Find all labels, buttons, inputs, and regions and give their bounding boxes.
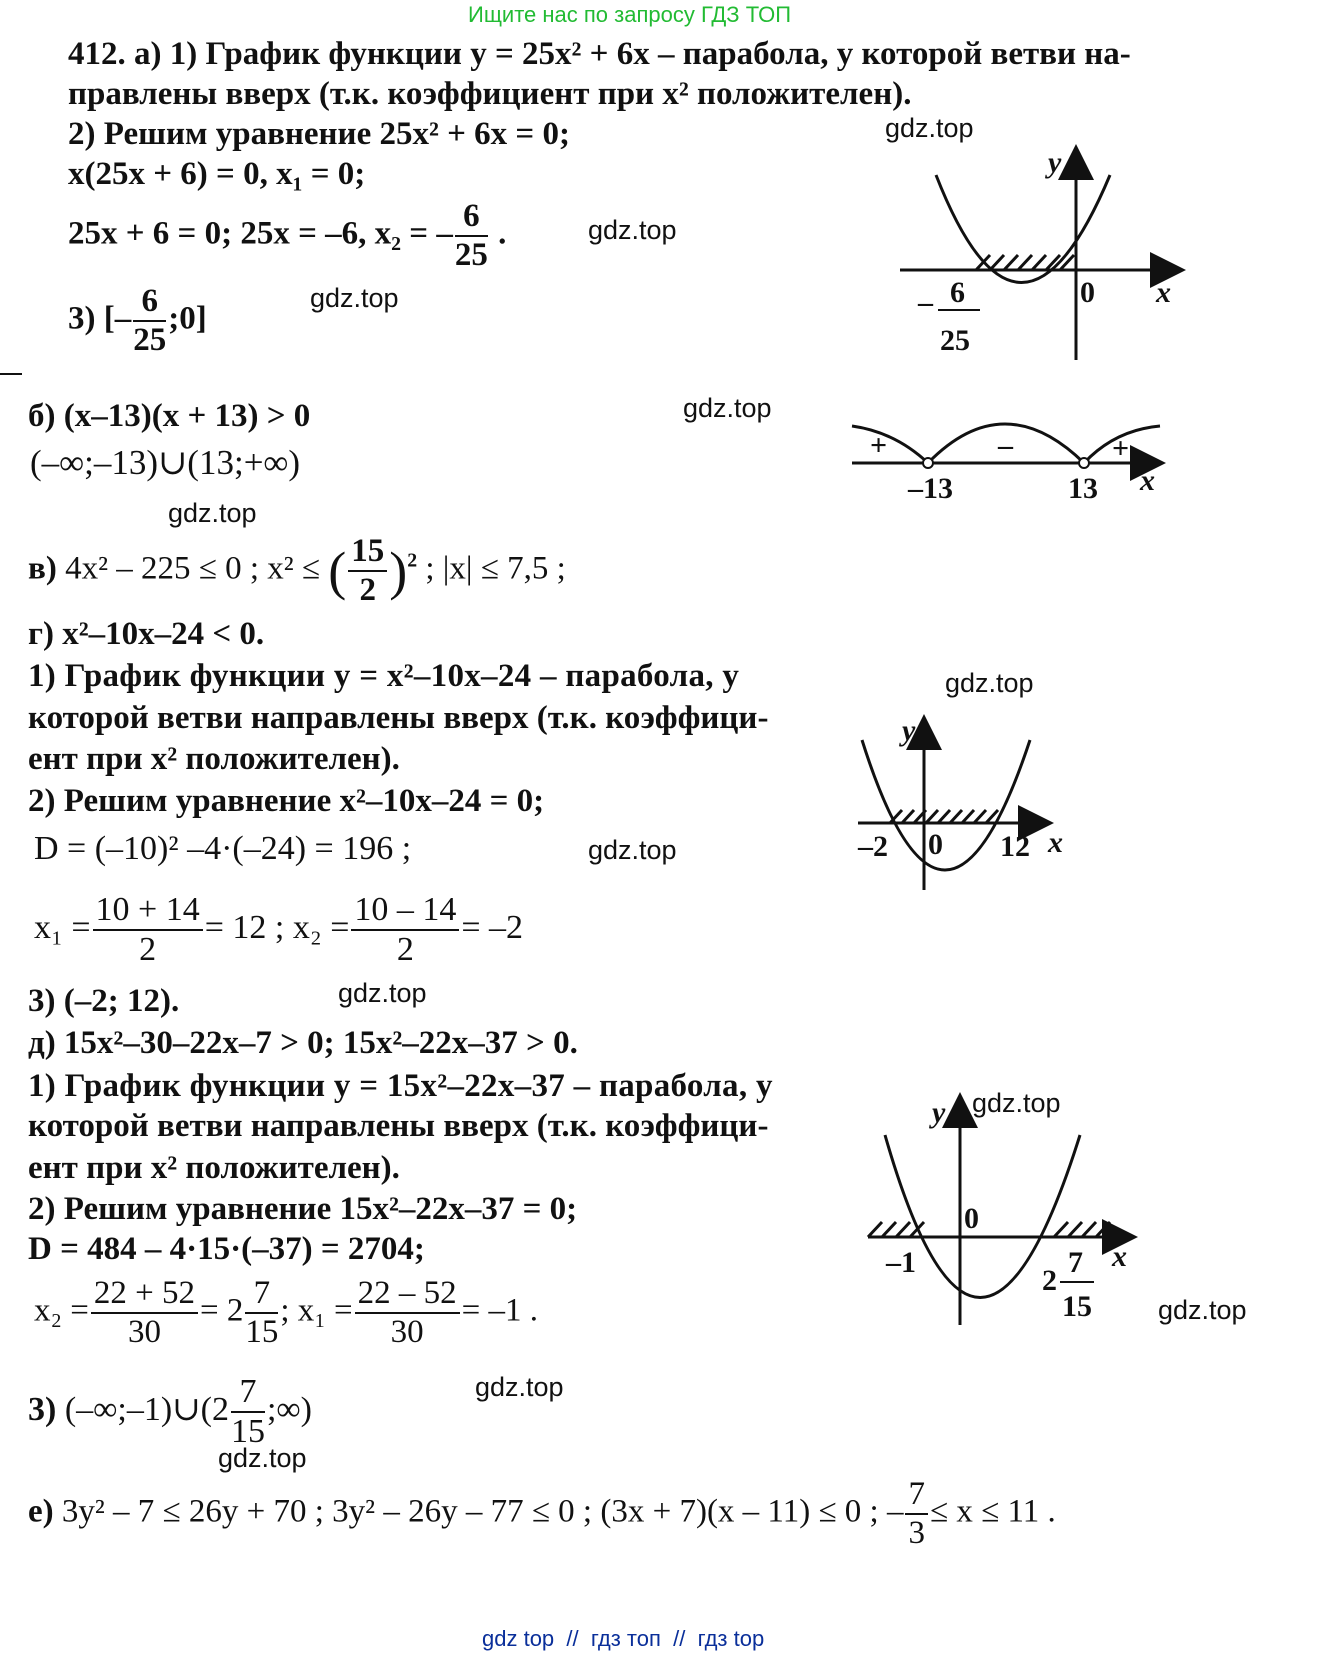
part-d-step3 bbox=[28, 1375, 312, 1449]
watermark: gdz.top bbox=[338, 978, 427, 1008]
part-v-label: в) bbox=[28, 550, 57, 587]
watermark: gdz.top bbox=[945, 668, 1034, 698]
part-v-expr3: ; |x| ≤ 7,5 ; bbox=[425, 550, 566, 587]
part-e-label: е) bbox=[28, 1493, 54, 1530]
part-e-line bbox=[28, 1478, 1056, 1550]
watermark: gdz.top bbox=[475, 1372, 564, 1402]
y-axis-label: y bbox=[932, 1096, 946, 1129]
fraction-7-15-answer: $\frac{7}{15}$ bbox=[230, 1373, 265, 1450]
part-g-line2: 1) График функции y = x²–10x–24 – парабола, у bbox=[28, 658, 740, 694]
sign-arc-left bbox=[852, 426, 928, 463]
fraction-7-15: $\frac{7}{15}$ bbox=[245, 1275, 279, 1350]
answer-open: [– bbox=[103, 300, 132, 337]
root-left: –2 bbox=[858, 830, 888, 863]
step3-label: 3) bbox=[28, 1390, 57, 1428]
x2-value-whole: = 2 bbox=[200, 1292, 244, 1329]
fraction-x2: $\frac{10 - 14}{2}$ bbox=[351, 893, 459, 967]
part-d-line5: 2) Решим уравнение 15x²–22x–37 = 0; bbox=[28, 1191, 578, 1227]
x1-label: ; x₁ = bbox=[280, 1292, 353, 1329]
footer-links[interactable]: gdz top // гдз топ // гдз top bbox=[482, 1626, 765, 1651]
root-right: 12 bbox=[1000, 830, 1030, 863]
watermark: gdz.top bbox=[310, 283, 399, 313]
problem-number: 412. bbox=[68, 36, 126, 72]
root-right-den: 15 bbox=[1062, 1290, 1092, 1323]
origin-label: 0 bbox=[928, 828, 943, 861]
y-axis-label: y bbox=[902, 714, 916, 747]
x2-value: = –2 bbox=[461, 908, 524, 946]
part-d-line2: 1) График функции y = 15x²–22x–37 – парабола, у bbox=[28, 1068, 773, 1104]
point-13 bbox=[1079, 458, 1089, 468]
part-a-step2-line2: x(25x + 6) = 0, x₁ = 0; bbox=[68, 156, 366, 192]
part-a-step1-line2: правлены вверх (т.к. коэффициент при x² положителен). bbox=[68, 76, 912, 112]
root-left: –1 bbox=[886, 1246, 916, 1279]
part-e-expr: 3y² – 7 ≤ 26y + 70 ; 3y² – 26y – 77 ≤ 0 ; (3x + 7)(x – 11) ≤ 0 ; – bbox=[61, 1493, 904, 1530]
answer-start: (–∞;–1)∪(2 bbox=[64, 1390, 229, 1428]
part-d-roots bbox=[34, 1277, 538, 1349]
root-minus: – bbox=[918, 286, 933, 319]
part-a-step2-line1: 2) Решим уравнение 25x² + 6x = 0; bbox=[68, 116, 570, 152]
answer-close: ;0] bbox=[168, 300, 207, 337]
hatch-region bbox=[890, 810, 998, 823]
x1-value: = 12 ; bbox=[204, 908, 285, 946]
watermark: gdz.top bbox=[218, 1443, 307, 1473]
part-g-line6: D = (–10)² –4·(–24) = 196 ; bbox=[34, 830, 412, 867]
watermark: gdz.top bbox=[885, 113, 974, 143]
part-a-label: а) bbox=[134, 36, 162, 72]
part-v-expr1: 4x² – 225 ≤ 0 ; bbox=[65, 550, 259, 587]
answer-end: ;∞) bbox=[266, 1390, 312, 1428]
root-num: 6 bbox=[950, 276, 965, 309]
part-g-line5: 2) Решим уравнение x²–10x–24 = 0; bbox=[28, 783, 545, 819]
x2-label: x₂ = bbox=[292, 908, 350, 946]
sign-mid: – bbox=[998, 429, 1013, 462]
part-b-line1: б) (x–13)(x + 13) > 0 bbox=[28, 398, 311, 434]
x-axis-label: x bbox=[1140, 464, 1155, 497]
watermark: gdz.top bbox=[972, 1088, 1061, 1118]
x1-value: = –1 . bbox=[461, 1292, 539, 1329]
point-minus-13 bbox=[923, 458, 933, 468]
x-axis-label: x bbox=[1156, 276, 1171, 309]
origin-label: 0 bbox=[964, 1202, 979, 1235]
watermark: gdz.top bbox=[168, 498, 257, 528]
part-d-line1: д) 15x²–30–22x–7 > 0; 15x²–22x–37 > 0. bbox=[28, 1025, 578, 1061]
part-g-line1: г) x²–10x–24 < 0. bbox=[28, 616, 265, 652]
part-v-line: в) 4x² – 225 ≤ 0 ; x² ≤ ( $\frac{15}{2}$ )$^2$ ; |x| ≤ 7,5 ; bbox=[28, 533, 566, 608]
y-axis-label: y bbox=[1048, 146, 1062, 179]
watermark: gdz.top bbox=[588, 835, 677, 865]
sign-left: + bbox=[870, 429, 888, 462]
fraction-6-25: $\frac{6}{25}$ bbox=[454, 198, 488, 273]
step3-label: 3) bbox=[68, 300, 96, 337]
root-right-num: 7 bbox=[1068, 1246, 1083, 1279]
part-g-line4: ент при x² положителен). bbox=[28, 741, 400, 777]
fraction-7-3: $\frac{7}{3}$ bbox=[905, 1478, 928, 1550]
header-search-link[interactable]: Ищите нас по запросу ГДЗ ТОП bbox=[468, 2, 792, 27]
x-axis-label: x bbox=[1048, 826, 1063, 859]
part-a-step3 bbox=[68, 285, 207, 357]
graph-d-parabola bbox=[860, 1090, 1150, 1330]
graph-g-parabola bbox=[850, 710, 1090, 900]
part-g-line8: 3) (–2; 12). bbox=[28, 983, 180, 1019]
x-axis-label: x bbox=[1112, 1240, 1127, 1273]
fraction-x1: $\frac{22 - 52}{30}$ bbox=[355, 1277, 460, 1349]
part-g-line3: которой ветви направлены вверх (т.к. коэффици- bbox=[28, 700, 769, 736]
part-d-line3: которой ветви направлены вверх (т.к. коэффици- bbox=[28, 1108, 769, 1144]
sign-right: + bbox=[1112, 432, 1130, 465]
graph-a-parabola bbox=[890, 140, 1190, 370]
part-a-step1-line1: 1) График функции y = 25x² + 6x – парабола, у которой ветви на- bbox=[169, 36, 1131, 72]
part-a-eq-text: 25x + 6 = 0; 25x = –6, x₂ = – bbox=[68, 215, 453, 252]
problem-a-line1 bbox=[68, 38, 1131, 71]
watermark: gdz.top bbox=[683, 393, 772, 423]
label-13: 13 bbox=[1068, 472, 1098, 505]
x1-label: x₁ = bbox=[34, 908, 91, 946]
part-v-expr2: x² ≤ bbox=[267, 550, 321, 587]
fraction-x2: $\frac{22 + 52}{30}$ bbox=[91, 1277, 198, 1349]
fraction-15-2: $\frac{15}{2}$ bbox=[348, 535, 387, 607]
x2-label: x₂ = bbox=[34, 1292, 89, 1329]
fraction-6-25-answer: $\frac{6}{25}$ bbox=[133, 283, 167, 358]
fraction-x1: $\frac{10 + 14}{2}$ bbox=[93, 893, 203, 967]
hatch-region-right bbox=[1054, 1222, 1110, 1237]
watermark: gdz.top bbox=[1158, 1295, 1247, 1325]
part-g-roots bbox=[34, 893, 523, 967]
label-minus-13: –13 bbox=[908, 472, 953, 505]
root-right-whole: 2 bbox=[1042, 1264, 1057, 1297]
part-d-line6: D = 484 – 4·15·(–37) = 2704; bbox=[28, 1231, 425, 1267]
sign-chart-b bbox=[850, 410, 1170, 510]
origin-label: 0 bbox=[1080, 276, 1095, 309]
part-e-tail: ≤ x ≤ 11 . bbox=[929, 1493, 1056, 1530]
part-b-line2: (–∞;–13)∪(13;+∞) bbox=[30, 443, 301, 482]
divider bbox=[0, 373, 22, 375]
part-a-step2-line3: 25x + 6 = 0; 25x = –6, x₂ = – $\frac{6}{25}$ . bbox=[68, 198, 507, 273]
part-d-line4: ент при x² положителен). bbox=[28, 1150, 400, 1186]
root-den: 25 bbox=[940, 324, 970, 357]
watermark: gdz.top bbox=[588, 215, 677, 245]
